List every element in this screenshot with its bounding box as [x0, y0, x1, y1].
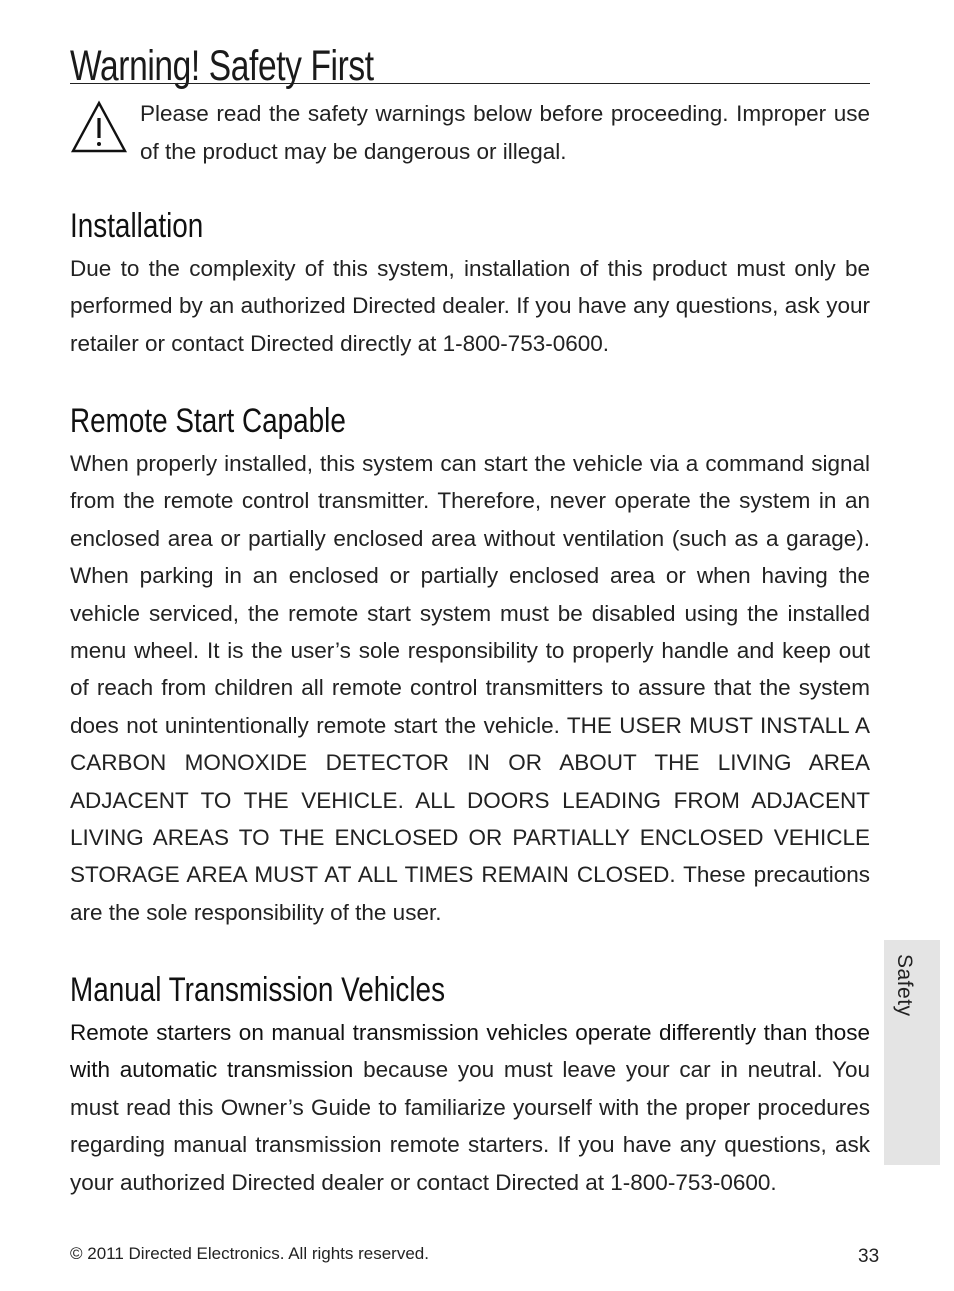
section-body-installation: Due to the complexity of this system, installation of this product must only be performed by an authorized Directed dealer. If you have any questions, ask your retailer or contact Directed directly at 1-800-753-0600.	[70, 256, 870, 356]
page-title: Warning! Safety First	[70, 42, 374, 90]
section-body-remote-start: When properly installed, this system can start the vehicle via a command signal from the remote control transmitter. Therefore, never operate the system in an enclosed area or partially enclosed area without ventilation (such as a garage). When parking in an enclosed or partially enclosed area or when having the vehicle serviced, the remote start system must be disabled using the installed menu wheel. It is the user’s sole responsibility to properly handle and keep out of reach from children all remote control transmitters to assure that the system does not unintentionally remote start the vehicle. THE USER MUST INSTALL A CARBON MONOXIDE DETECTOR IN OR ABOUT THE LIVING AREA ADJACENT TO THE VEHICLE. ALL DOORS LEADING FROM ADJACENT LIVING AREAS TO THE ENCLOSED OR PARTIALLY ENCLOSED VEHICLE STORAGE AREA MUST AT ALL TIMES REMAIN CLOSED. These precautions are the sole responsibility of the user.	[70, 451, 870, 925]
body-text: because you must leave your car in neutral. You must read this Owner’s Guide to familiarize yourself with the proper procedures regarding manual transmission remote starters. If you have any questions, ask your authorized Directed dealer or contact Directed at 1-800-753-0600.	[70, 1057, 870, 1195]
warning-triangle-icon	[70, 100, 128, 154]
section-heading-installation: Installation	[70, 207, 204, 245]
page-number: 33	[858, 1246, 880, 1267]
section-heading-manual-transmission: Manual Transmission Vehicles	[70, 971, 446, 1009]
section-heading-remote-start: Remote Start Capable	[70, 402, 346, 440]
intro-text: Please read the safety warnings below before proceeding. Improper use of the product may be dangerous or illegal.	[140, 101, 870, 164]
emphasis-text: Remote starters on manual transmission vehicles operate differently than those with automatic transmission	[70, 1020, 870, 1083]
title-rule	[70, 83, 870, 84]
section-body-manual-transmission	[70, 1014, 870, 1201]
copyright-footer: © 2011 Directed Electronics. All rights reserved.	[70, 1244, 429, 1263]
side-tab	[884, 940, 940, 1165]
side-tab-label: Safety	[893, 954, 916, 1017]
